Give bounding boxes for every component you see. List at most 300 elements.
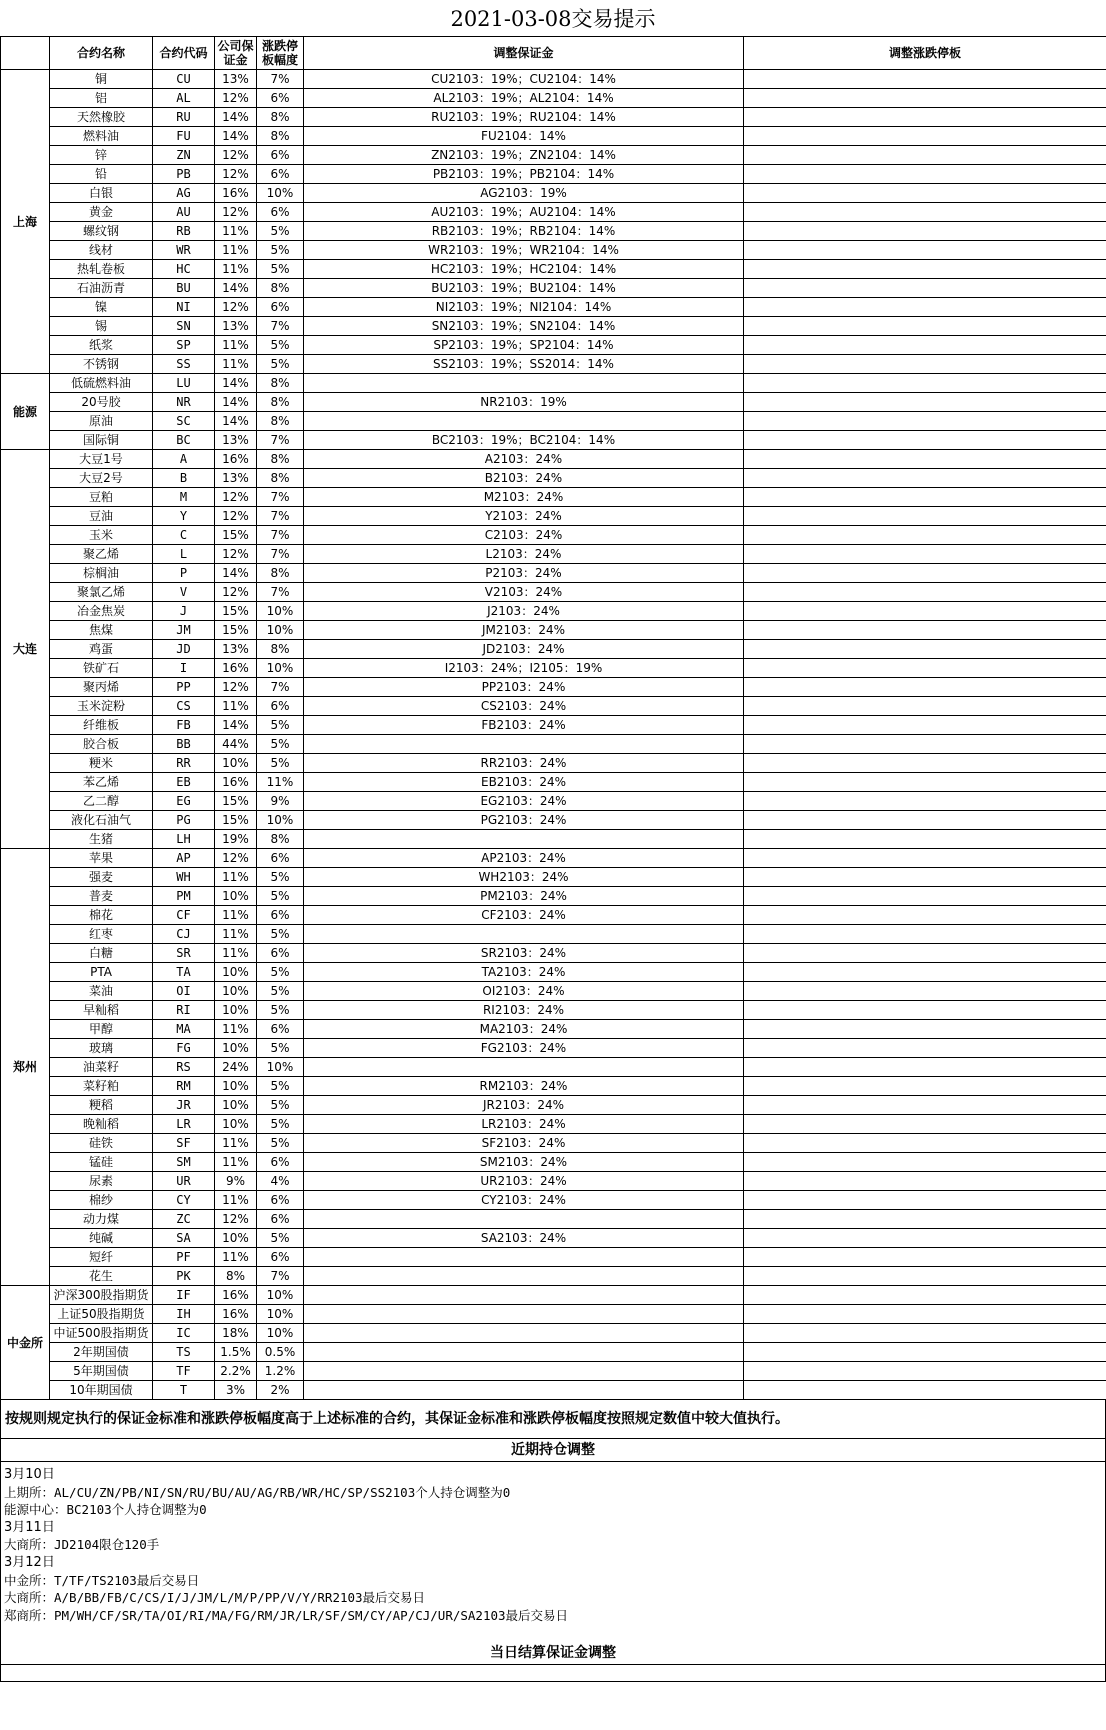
price-limit-cell: 5%: [257, 925, 304, 944]
adjusted-margin-cell: C2103：24%: [304, 526, 744, 545]
adjusted-margin-cell: [304, 1324, 744, 1343]
contract-name-cell: 胶合板: [50, 735, 153, 754]
contract-code-cell: AP: [153, 849, 215, 868]
adjusted-margin-cell: RR2103：24%: [304, 754, 744, 773]
contract-name-cell: 液化石油气: [50, 811, 153, 830]
adjusted-limit-cell: [744, 678, 1106, 697]
contract-code-cell: CF: [153, 906, 215, 925]
company-margin-cell: 2.2%: [215, 1362, 257, 1381]
adjusted-limit-cell: [744, 564, 1106, 583]
price-limit-cell: 5%: [257, 241, 304, 260]
table-row: [1, 773, 1106, 792]
company-margin-cell: 11%: [215, 1020, 257, 1039]
price-limit-cell: 5%: [257, 222, 304, 241]
company-margin-cell: 10%: [215, 1077, 257, 1096]
table-row: [1, 640, 1106, 659]
table-row: [1, 1001, 1106, 1020]
adjusted-limit-cell: [744, 849, 1106, 868]
contract-name-cell: 短纤: [50, 1248, 153, 1267]
adjusted-margin-cell: SF2103：24%: [304, 1134, 744, 1153]
adjusted-margin-cell: EB2103：24%: [304, 773, 744, 792]
adjusted-limit-cell: [744, 241, 1106, 260]
contract-name-cell: 铅: [50, 165, 153, 184]
adjusted-limit-cell: [744, 1020, 1106, 1039]
contract-code-cell: RU: [153, 108, 215, 127]
table-row: [1, 1381, 1106, 1400]
table-row: [1, 1020, 1106, 1039]
contract-name-cell: 低硫燃料油: [50, 374, 153, 393]
adjusted-limit-cell: [744, 336, 1106, 355]
adjusted-margin-cell: Y2103：24%: [304, 507, 744, 526]
adjusted-limit-cell: [744, 1210, 1106, 1229]
adjusted-margin-cell: [304, 1381, 744, 1400]
company-margin-cell: 12%: [215, 488, 257, 507]
contract-name-cell: 大豆1号: [50, 450, 153, 469]
company-margin-cell: 15%: [215, 811, 257, 830]
adjusted-limit-cell: [744, 659, 1106, 678]
header-contract-name: 合约名称: [50, 37, 153, 70]
contract-name-cell: 天然橡胶: [50, 108, 153, 127]
price-limit-cell: 7%: [257, 70, 304, 89]
contract-code-cell: IC: [153, 1324, 215, 1343]
position-note-line: 3月12日: [4, 1554, 55, 1570]
table-row: [1, 716, 1106, 735]
contract-code-cell: TF: [153, 1362, 215, 1381]
contract-name-cell: 石油沥青: [50, 279, 153, 298]
price-limit-cell: 8%: [257, 830, 304, 849]
price-limit-cell: 5%: [257, 1115, 304, 1134]
table-row: [1, 146, 1106, 165]
price-limit-cell: 8%: [257, 127, 304, 146]
contract-name-cell: 油菜籽: [50, 1058, 153, 1077]
price-limit-cell: 8%: [257, 564, 304, 583]
contract-name-cell: 冶金焦炭: [50, 602, 153, 621]
contract-code-cell: PG: [153, 811, 215, 830]
adjusted-limit-cell: [744, 982, 1106, 1001]
contract-name-cell: 锌: [50, 146, 153, 165]
contract-code-cell: BB: [153, 735, 215, 754]
adjusted-margin-cell: [304, 1343, 744, 1362]
contract-code-cell: FG: [153, 1039, 215, 1058]
company-margin-cell: 11%: [215, 906, 257, 925]
contract-code-cell: B: [153, 469, 215, 488]
company-margin-cell: 18%: [215, 1324, 257, 1343]
company-margin-cell: 16%: [215, 450, 257, 469]
company-margin-cell: 13%: [215, 317, 257, 336]
company-margin-cell: 44%: [215, 735, 257, 754]
table-row: [1, 735, 1106, 754]
adjusted-margin-cell: M2103：24%: [304, 488, 744, 507]
table-row: [1, 564, 1106, 583]
position-note-line: 3月10日: [4, 1467, 55, 1482]
price-limit-cell: 5%: [257, 735, 304, 754]
company-margin-cell: 13%: [215, 70, 257, 89]
contract-code-cell: BC: [153, 431, 215, 450]
price-limit-cell: 0.5%: [257, 1343, 304, 1362]
price-limit-cell: 7%: [257, 431, 304, 450]
contract-code-cell: RR: [153, 754, 215, 773]
company-margin-cell: 16%: [215, 1305, 257, 1324]
position-note-line: 郑商所：PM/WH/CF/SR/TA/OI/RI/MA/FG/RM/JR/LR/SF/SM/CY/AP/CJ/UR/SA2103最后交易日: [4, 1607, 569, 1623]
contract-name-cell: 黄金: [50, 203, 153, 222]
adjusted-limit-cell: [744, 1077, 1106, 1096]
contract-name-cell: 热轧卷板: [50, 260, 153, 279]
adjusted-margin-cell: [304, 412, 744, 431]
price-limit-cell: 5%: [257, 1039, 304, 1058]
contract-name-cell: 聚氯乙烯: [50, 583, 153, 602]
price-limit-cell: 8%: [257, 450, 304, 469]
price-limit-cell: 10%: [257, 1058, 304, 1077]
contract-name-cell: 铝: [50, 89, 153, 108]
contract-name-cell: 玉米淀粉: [50, 697, 153, 716]
company-margin-cell: 16%: [215, 773, 257, 792]
price-limit-cell: 6%: [257, 298, 304, 317]
adjusted-limit-cell: [744, 1058, 1106, 1077]
price-limit-cell: 6%: [257, 1248, 304, 1267]
table-row: [1, 355, 1106, 374]
contract-name-cell: 菜油: [50, 982, 153, 1001]
price-limit-cell: 5%: [257, 260, 304, 279]
price-limit-cell: 5%: [257, 982, 304, 1001]
contract-name-cell: 5年期国债: [50, 1362, 153, 1381]
company-margin-cell: 12%: [215, 89, 257, 108]
table-row: [1, 469, 1106, 488]
price-limit-cell: 5%: [257, 355, 304, 374]
company-margin-cell: 11%: [215, 336, 257, 355]
table-row: [1, 944, 1106, 963]
adjusted-margin-cell: PB2103：19%；PB2104：14%: [304, 165, 744, 184]
price-limit-cell: 5%: [257, 1096, 304, 1115]
adjusted-margin-cell: AU2103：19%；AU2104：14%: [304, 203, 744, 222]
contract-code-cell: OI: [153, 982, 215, 1001]
contract-code-cell: ZC: [153, 1210, 215, 1229]
adjusted-margin-cell: SS2103：19%；SS2014：14%: [304, 355, 744, 374]
contract-code-cell: FU: [153, 127, 215, 146]
table-row: [1, 298, 1106, 317]
contract-name-cell: 红枣: [50, 925, 153, 944]
contract-code-cell: JR: [153, 1096, 215, 1115]
price-limit-cell: 5%: [257, 963, 304, 982]
exchange-cell: 能源: [1, 374, 50, 450]
adjusted-margin-cell: BU2103：19%；BU2104：14%: [304, 279, 744, 298]
contract-name-cell: 国际铜: [50, 431, 153, 450]
adjusted-limit-cell: [744, 830, 1106, 849]
contract-name-cell: 线材: [50, 241, 153, 260]
contract-code-cell: IH: [153, 1305, 215, 1324]
company-margin-cell: 15%: [215, 602, 257, 621]
header-exchange: [1, 37, 50, 70]
adjusted-margin-cell: [304, 735, 744, 754]
contract-code-cell: PP: [153, 678, 215, 697]
contract-name-cell: 原油: [50, 412, 153, 431]
table-row: [1, 659, 1106, 678]
contract-name-cell: 铜: [50, 70, 153, 89]
company-margin-cell: 10%: [215, 887, 257, 906]
company-margin-cell: 14%: [215, 412, 257, 431]
adjusted-margin-cell: RI2103：24%: [304, 1001, 744, 1020]
contract-name-cell: 镍: [50, 298, 153, 317]
contract-code-cell: RI: [153, 1001, 215, 1020]
position-note-line: 大商所：JD2104限仓120手: [4, 1537, 160, 1553]
price-limit-cell: 6%: [257, 849, 304, 868]
table-row: [1, 412, 1106, 431]
adjusted-limit-cell: [744, 203, 1106, 222]
adjusted-limit-cell: [744, 621, 1106, 640]
contract-name-cell: PTA: [50, 963, 153, 982]
company-margin-cell: 3%: [215, 1381, 257, 1400]
contract-name-cell: 甲醇: [50, 1020, 153, 1039]
table-row: [1, 89, 1106, 108]
contract-code-cell: BU: [153, 279, 215, 298]
adjusted-margin-cell: [304, 1210, 744, 1229]
adjusted-limit-cell: [744, 260, 1106, 279]
adjusted-limit-cell: [744, 1039, 1106, 1058]
table-row: [1, 317, 1106, 336]
price-limit-cell: 10%: [257, 1305, 304, 1324]
contract-name-cell: 锰硅: [50, 1153, 153, 1172]
adjusted-margin-cell: HC2103：19%；HC2104：14%: [304, 260, 744, 279]
company-margin-cell: 13%: [215, 469, 257, 488]
adjusted-margin-cell: SA2103：24%: [304, 1229, 744, 1248]
position-note-line: 大商所：A/B/BB/FB/C/CS/I/J/JM/L/M/P/PP/V/Y/RR2103最后交易日: [4, 1590, 426, 1606]
table-row: [1, 1362, 1106, 1381]
table-row: [1, 108, 1106, 127]
adjusted-margin-cell: J2103：24%: [304, 602, 744, 621]
company-margin-cell: 13%: [215, 640, 257, 659]
contract-code-cell: RM: [153, 1077, 215, 1096]
table-row: [1, 241, 1106, 260]
company-margin-cell: 10%: [215, 963, 257, 982]
adjusted-limit-cell: [744, 450, 1106, 469]
price-limit-cell: 6%: [257, 944, 304, 963]
contract-name-cell: 尿素: [50, 1172, 153, 1191]
contract-name-cell: 白糖: [50, 944, 153, 963]
exchange-cell: 郑州: [1, 849, 50, 1286]
adjusted-margin-cell: [304, 830, 744, 849]
company-margin-cell: 19%: [215, 830, 257, 849]
adjusted-limit-cell: [744, 754, 1106, 773]
adjusted-margin-cell: L2103：24%: [304, 545, 744, 564]
table-row: [1, 1039, 1106, 1058]
position-note-line: 3月11日: [4, 1519, 55, 1535]
company-margin-cell: 11%: [215, 222, 257, 241]
adjusted-margin-cell: A2103：24%: [304, 450, 744, 469]
table-row: [1, 393, 1106, 412]
price-limit-cell: 6%: [257, 906, 304, 925]
adjusted-limit-cell: [744, 412, 1106, 431]
contract-name-cell: 聚丙烯: [50, 678, 153, 697]
contract-code-cell: SR: [153, 944, 215, 963]
price-limit-cell: 7%: [257, 678, 304, 697]
adjusted-limit-cell: [744, 963, 1106, 982]
company-margin-cell: 10%: [215, 982, 257, 1001]
contract-name-cell: 花生: [50, 1267, 153, 1286]
company-margin-cell: 14%: [215, 108, 257, 127]
company-margin-cell: 10%: [215, 1001, 257, 1020]
contract-code-cell: FB: [153, 716, 215, 735]
adjusted-limit-cell: [744, 222, 1106, 241]
price-limit-cell: 8%: [257, 640, 304, 659]
table-row: [1, 450, 1106, 469]
price-limit-cell: 5%: [257, 1134, 304, 1153]
price-limit-cell: 6%: [257, 1191, 304, 1210]
company-margin-cell: 15%: [215, 526, 257, 545]
contract-code-cell: J: [153, 602, 215, 621]
price-limit-cell: 8%: [257, 393, 304, 412]
company-margin-cell: 24%: [215, 1058, 257, 1077]
price-limit-cell: 7%: [257, 526, 304, 545]
adjusted-margin-cell: [304, 1305, 744, 1324]
adjusted-limit-cell: [744, 792, 1106, 811]
adjusted-margin-cell: FG2103：24%: [304, 1039, 744, 1058]
adjusted-limit-cell: [744, 545, 1106, 564]
table-row: [1, 70, 1106, 89]
price-limit-cell: 7%: [257, 317, 304, 336]
contract-name-cell: 苯乙烯: [50, 773, 153, 792]
contract-code-cell: SS: [153, 355, 215, 374]
company-margin-cell: 12%: [215, 203, 257, 222]
contract-name-cell: 纤维板: [50, 716, 153, 735]
contract-name-cell: 纯碱: [50, 1229, 153, 1248]
adjusted-margin-cell: PM2103：24%: [304, 887, 744, 906]
table-row: [1, 1248, 1106, 1267]
contract-name-cell: 早籼稻: [50, 1001, 153, 1020]
company-margin-cell: 11%: [215, 1191, 257, 1210]
adjusted-margin-cell: AL2103：19%；AL2104：14%: [304, 89, 744, 108]
company-margin-cell: 16%: [215, 184, 257, 203]
contract-name-cell: 沪深300股指期货: [50, 1286, 153, 1305]
company-margin-cell: 1.5%: [215, 1343, 257, 1362]
company-margin-cell: 11%: [215, 925, 257, 944]
contract-code-cell: IF: [153, 1286, 215, 1305]
price-limit-cell: 10%: [257, 659, 304, 678]
table-row: [1, 1324, 1106, 1343]
contract-name-cell: 不锈钢: [50, 355, 153, 374]
adjusted-margin-cell: CU2103：19%；CU2104：14%: [304, 70, 744, 89]
adjusted-margin-cell: SR2103：24%: [304, 944, 744, 963]
table-row: [1, 1267, 1106, 1286]
table-row: [1, 279, 1106, 298]
adjusted-margin-cell: MA2103：24%: [304, 1020, 744, 1039]
adjusted-limit-cell: [744, 108, 1106, 127]
adjusted-limit-cell: [744, 393, 1106, 412]
adjusted-margin-cell: OI2103：24%: [304, 982, 744, 1001]
table-row: [1, 431, 1106, 450]
price-limit-cell: 8%: [257, 279, 304, 298]
company-margin-cell: 10%: [215, 1229, 257, 1248]
adjusted-margin-cell: NI2103：19%；NI2104：14%: [304, 298, 744, 317]
price-limit-cell: 10%: [257, 1286, 304, 1305]
contract-code-cell: Y: [153, 507, 215, 526]
contract-code-cell: WH: [153, 868, 215, 887]
adjusted-margin-cell: CY2103：24%: [304, 1191, 744, 1210]
company-margin-cell: 10%: [215, 1039, 257, 1058]
adjusted-limit-cell: [744, 355, 1106, 374]
adjusted-margin-cell: JM2103：24%: [304, 621, 744, 640]
contract-name-cell: 玻璃: [50, 1039, 153, 1058]
company-margin-cell: 10%: [215, 754, 257, 773]
table-row: [1, 868, 1106, 887]
contract-name-cell: 晚籼稻: [50, 1115, 153, 1134]
settlement-margin-heading: 当日结算保证金调整: [0, 1642, 1106, 1665]
table-row: [1, 184, 1106, 203]
adjusted-limit-cell: [744, 811, 1106, 830]
contract-code-cell: L: [153, 545, 215, 564]
contract-name-cell: 燃料油: [50, 127, 153, 146]
company-margin-cell: 12%: [215, 545, 257, 564]
contract-code-cell: C: [153, 526, 215, 545]
contract-name-cell: 螺纹钢: [50, 222, 153, 241]
adjusted-limit-cell: [744, 583, 1106, 602]
position-note-line: 能源中心：BC2103个人持仓调整为0: [4, 1502, 207, 1518]
adjusted-limit-cell: [744, 89, 1106, 108]
position-adjust-body: [0, 1462, 1106, 1642]
adjusted-margin-cell: FU2104：14%: [304, 127, 744, 146]
table-row: [1, 754, 1106, 773]
table-row: [1, 830, 1106, 849]
table-row: [1, 1058, 1106, 1077]
adjusted-margin-cell: WR2103：19%；WR2104：14%: [304, 241, 744, 260]
table-row: [1, 1305, 1106, 1324]
adjusted-margin-cell: AP2103：24%: [304, 849, 744, 868]
contract-name-cell: 豆粕: [50, 488, 153, 507]
contract-name-cell: 棕榈油: [50, 564, 153, 583]
contract-name-cell: 2年期国债: [50, 1343, 153, 1362]
header-company-margin: 公司保 证金: [215, 37, 257, 70]
table-row: [1, 1191, 1106, 1210]
contract-name-cell: 20号胶: [50, 393, 153, 412]
contract-name-cell: 菜籽粕: [50, 1077, 153, 1096]
price-limit-cell: 6%: [257, 1020, 304, 1039]
contract-code-cell: AL: [153, 89, 215, 108]
contract-code-cell: SN: [153, 317, 215, 336]
company-margin-cell: 11%: [215, 260, 257, 279]
adjusted-limit-cell: [744, 1229, 1106, 1248]
adjusted-limit-cell: [744, 146, 1106, 165]
company-margin-cell: 11%: [215, 697, 257, 716]
table-row: [1, 982, 1106, 1001]
company-margin-cell: 14%: [215, 393, 257, 412]
adjusted-margin-cell: LR2103：24%: [304, 1115, 744, 1134]
adjusted-margin-cell: RM2103：24%: [304, 1077, 744, 1096]
company-margin-cell: 9%: [215, 1172, 257, 1191]
contract-code-cell: CS: [153, 697, 215, 716]
contract-name-cell: 乙二醇: [50, 792, 153, 811]
price-limit-cell: 5%: [257, 716, 304, 735]
price-limit-cell: 10%: [257, 184, 304, 203]
adjusted-limit-cell: [744, 279, 1106, 298]
contract-code-cell: SF: [153, 1134, 215, 1153]
position-note-line: 上期所：AL/CU/ZN/PB/NI/SN/RU/BU/AU/AG/RB/WR/HC/SP/SS2103个人持仓调整为0: [4, 1484, 511, 1500]
price-limit-cell: 10%: [257, 1324, 304, 1343]
table-row: [1, 127, 1106, 146]
contract-code-cell: WR: [153, 241, 215, 260]
price-limit-cell: 7%: [257, 545, 304, 564]
adjusted-margin-cell: SN2103：19%；SN2104：14%: [304, 317, 744, 336]
contract-code-cell: EB: [153, 773, 215, 792]
contract-code-cell: ZN: [153, 146, 215, 165]
company-margin-cell: 11%: [215, 1153, 257, 1172]
company-margin-cell: 12%: [215, 849, 257, 868]
company-margin-cell: 16%: [215, 1286, 257, 1305]
settlement-margin-body: [0, 1665, 1106, 1682]
contract-code-cell: PK: [153, 1267, 215, 1286]
contract-code-cell: LH: [153, 830, 215, 849]
table-row: [1, 1096, 1106, 1115]
adjusted-margin-cell: P2103：24%: [304, 564, 744, 583]
table-row: [1, 336, 1106, 355]
adjusted-limit-cell: [744, 1248, 1106, 1267]
